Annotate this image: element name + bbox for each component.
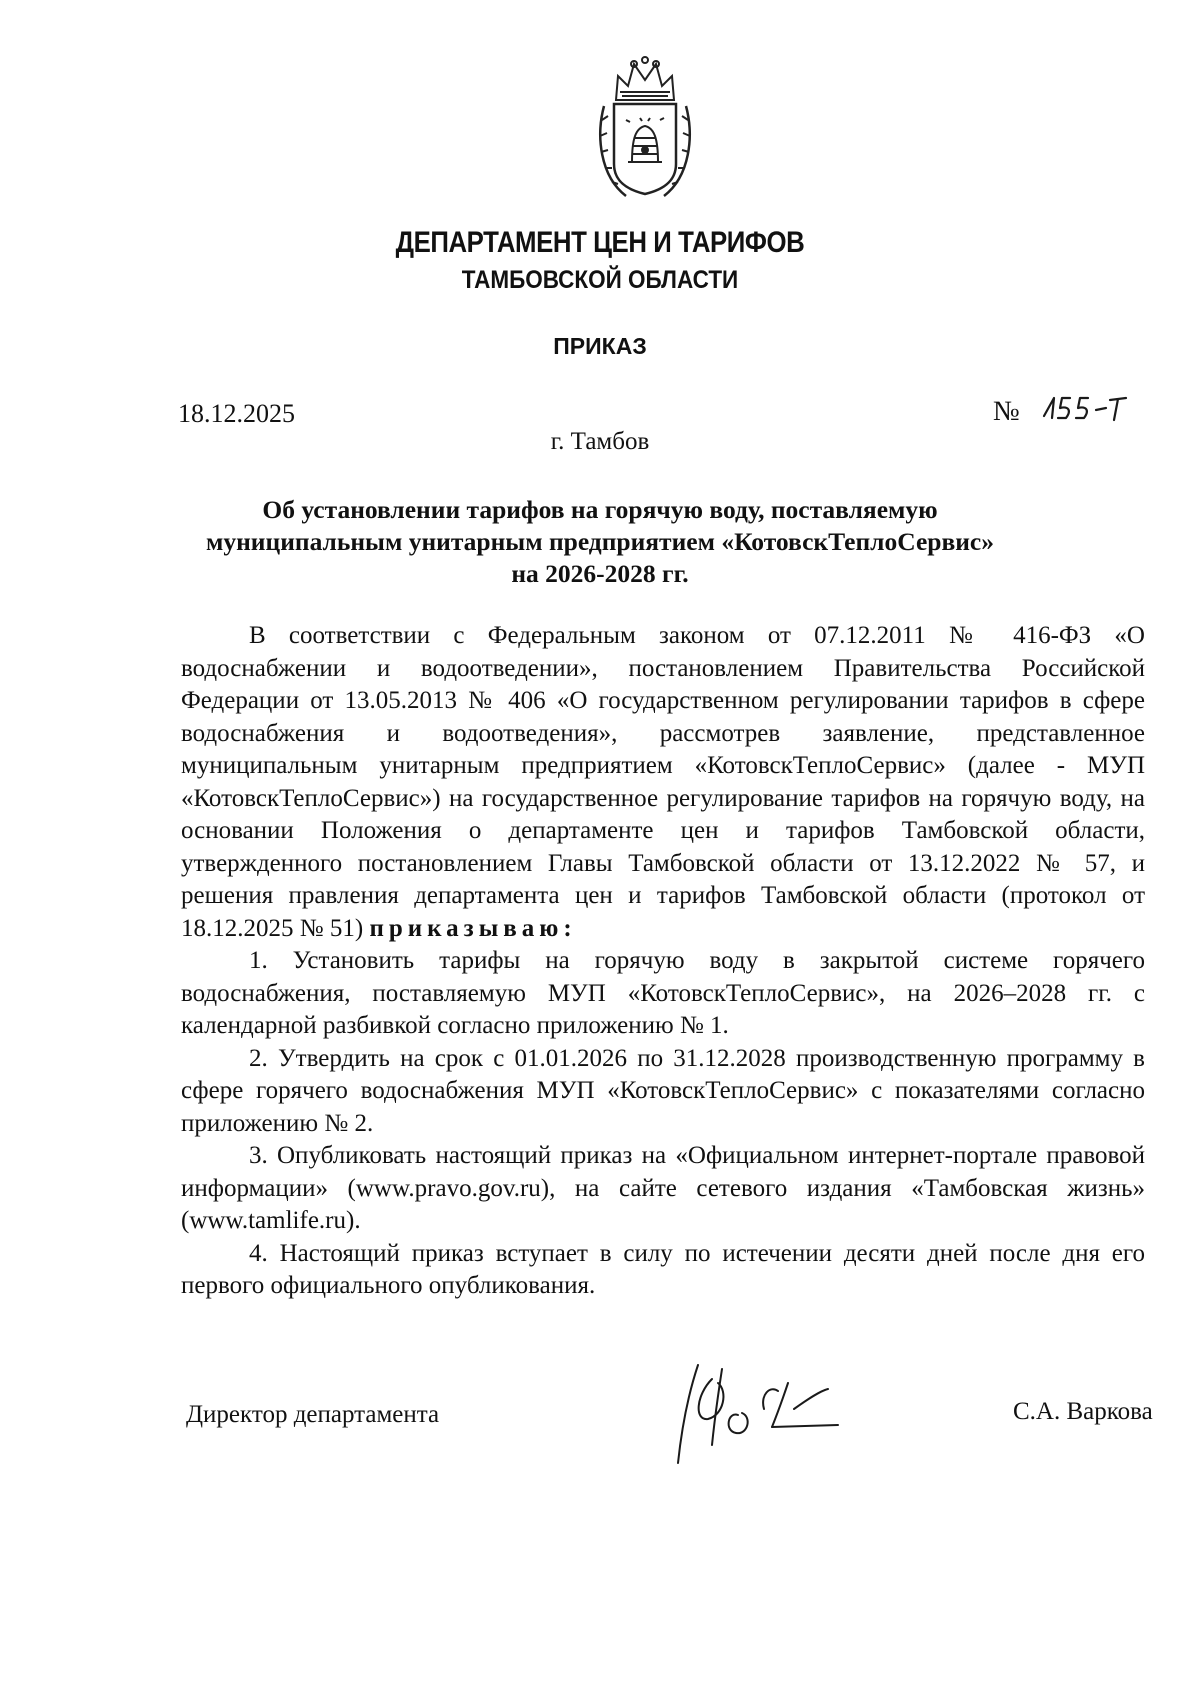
department-title: ДЕПАРТАМЕНТ ЦЕН И ТАРИФОВ [395,226,805,259]
order-item: 3. Опубликовать настоящий приказ на «Официальном интернет-портале правовой информации» (www.pravo.gov.ru), на сайте сетевого издания «Тамбовская жизнь» (www.tamlife.ru). [181,1142,1145,1234]
order-keyword: приказываю: [369,914,577,942]
order-body [181,620,1145,1303]
department-region: ТАМБОВСКОЙ ОБЛАСТИ [461,266,739,294]
order-title-line: муниципальным унитарным предприятием «КотовскТеплоСервис» [206,527,994,556]
preamble-text: В соответствии с Федеральным законом от 07.12.2011 № 416-ФЗ «О водоснабжении и водоотведении», постановлением Правительства Российской Федерации от 13.05.2013 № 406 «О государственном регулировании тарифов в сфере водоснабжения и водоотведения», рассмотрев заявление, представленное муниципальным унитарным предприятием «КотовскТеплоСервис» (далее - МУП «КотовскТеплоСервис») на государственное регулирование тарифов на горячую воду, на основании Положения о департаменте цен и тарифов Тамбовской области, утвержденного постановлением Главы Тамбовской области от 13.12.2022 № 57, и решения правления департамента цен и тарифов Тамбовской области (протокол от 18.12.2025 № 51) [181,622,1145,942]
signatory-position: Директор департамента [186,1401,440,1428]
coat-of-arms-emblem [596,56,694,202]
preamble-paragraph [181,620,1145,945]
order-number-label: № [993,396,1020,427]
document-type: ПРИКАЗ [553,333,647,359]
handwritten-signature [668,1355,858,1470]
order-date: 18.12.2025 [178,399,295,428]
order-title-line: Об установлении тарифов на горячую воду, поставляемую [262,495,938,524]
signatory-name: С.А. Варкова [1013,1398,1153,1425]
order-item: 4. Настоящий приказ вступает в силу по истечении десяти дней после дня его первого официального опубликования. [181,1239,1145,1299]
city: г. Тамбов [550,428,650,455]
order-item: 1. Установить тарифы на горячую воду в закрытой системе горячего водоснабжения, поставляемую МУП «КотовскТеплоСервис», на 2026–2028 гг. с календарной разбивкой согласно приложению № 1. [181,947,1145,1039]
order-title-line: на 2026-2028 гг. [511,559,689,588]
order-title [180,494,1020,590]
order-item: 2. Утвердить на срок с 01.01.2026 по 31.12.2028 производственную программу в сфере горячего водоснабжения МУП «КотовскТеплоСервис» с показателями согласно приложению № 2. [181,1044,1145,1137]
order-number-handwritten [1040,388,1130,428]
